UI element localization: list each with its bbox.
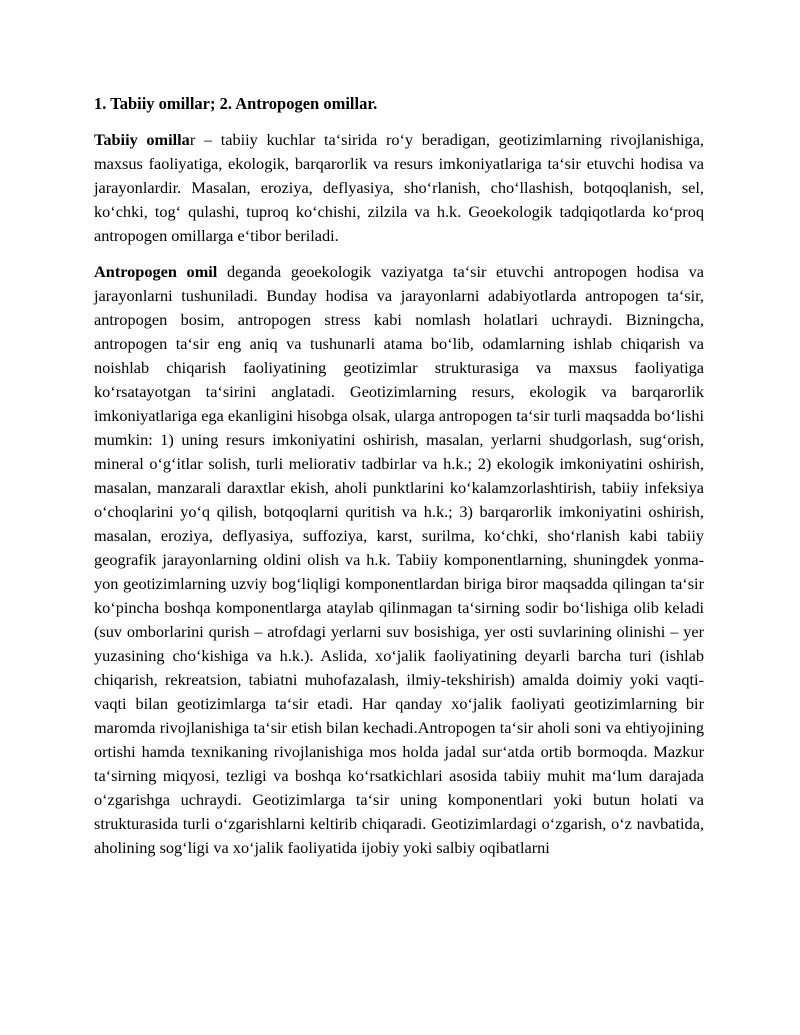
paragraph-natural-factors-text: r – tabiiy kuchlar ta‘sirida ro‘y beradigan, geotizimlarning rivojlanishiga, maxsus faoliyatiga, ekologik, barqarorlik va resurs imkoniyatlariga ta‘sir etuvchi hodisa va jarayonlardir. Masalan, eroziya, deflyasiya, sho‘rlanish, cho‘llashish, botqoqlanish, sel, ko‘chki, tog‘ qulashi, tuproq ko‘chishi, zilzila va h.k. Geoekologik tadqiqotlarda ko‘proq antropogen omillarga e‘tibor beriladi. <box>94 130 704 245</box>
paragraph-anthropogenic-factor-text: deganda geoekologik vaziyatga ta‘sir etuvchi antropogen hodisa va jarayonlarni tushuniladi. Bunday hodisa va jarayonlarni adabiyotlarda antropogen ta‘sir, antropogen bosim, antropogen stress kabi nomlash holatlari uchraydi. Bizningcha, antropogen ta‘sir eng aniq va tushunarli atama bo‘lib, odamlarning ishlab chiqarish va noishlab chiqarish faoliyatining geotizimlar strukturasiga va maxsus faoliyatiga ko‘rsatayotgan ta‘sirini anglatadi. Geotizimlarning resurs, ekologik va barqarorlik imkoniyatlariga ega ekanligini hisobga olsak, ularga antropogen ta‘sir turli maqsadda bo‘lishi mumkin: 1) uning resurs imkoniyatini oshirish, masalan, yerlarni shudgorlash, sug‘orish, mineral o‘g‘itlar solish, turli meliorativ tadbirlar va h.k.; 2) ekologik imkoniyatini oshirish, masalan, manzarali daraxtlar ekish, aholi punktlarini ko‘kalamzorlashtirish, tabiiy infeksiya o‘choqlarini yo‘q qilish, botqoqlarni quritish va h.k.; 3) barqarorlik imkoniyatini oshirish, masalan, eroziya, deflyasiya, suffoziya, karst, surilma, ko‘chki, sho‘rlanish kabi tabiiy geografik jarayonlarning oldini olish va h.k. Tabiiy komponentlarning, shuningdek yonma-yon geotizimlarning uzviy bog‘liqligi komponentlardan biriga biror maqsadda qilingan ta‘sir ko‘pincha boshqa komponentlarga ataylab qilinmagan ta‘sirning sodir bo‘lishiga olib keladi (suv omborlarini qurish – atrofdagi yerlarni suv bosishiga, yer osti suvlarining olinishi – yer yuzasining cho‘kishiga va h.k.). Aslida, xo‘jalik faoliyatining deyarli barcha turi (ishlab chiqarish, rekreatsion, tabiatni muhofazalash, ilmiy-tekshirish) amalda doimiy yoki vaqti-vaqti bilan geotizimlarga ta‘sir etadi. Har qanday xo‘jalik faoliyati geotizimlarning bir maromda rivojlanishiga ta‘sir etish bilan kechadi.Antropogen ta‘sir aholi soni va ehtiyojining ortishi hamda texnikaning rivojlanishiga mos holda jadal sur‘atda ortib bormoqda. Mazkur ta‘sirning miqyosi, tezligi va boshqa ko‘rsatkichlari asosida tabiiy muhit ma‘lum darajada o‘zgarishga uchraydi. Geotizimlarga ta‘sir uning komponentlari yoki butun holati va strukturasida turli o‘zgarishlarni keltirib chiqaradi. Geotizimlardagi o‘zgarish, o‘z navbatida, aholining sog‘ligi va xo‘jalik faoliyatida ijobiy yoki salbiy oqibatlarni <box>94 262 704 857</box>
term-anthropogenic-factor: Antropogen omil <box>94 262 218 281</box>
term-natural-factors: Tabiiy omilla <box>94 130 190 149</box>
section-heading: 1. Tabiiy omillar; 2. Antropogen omillar. <box>94 94 378 113</box>
paragraph-natural-factors <box>94 128 704 248</box>
document-page <box>94 92 704 872</box>
paragraph-anthropogenic-factor <box>94 260 704 860</box>
